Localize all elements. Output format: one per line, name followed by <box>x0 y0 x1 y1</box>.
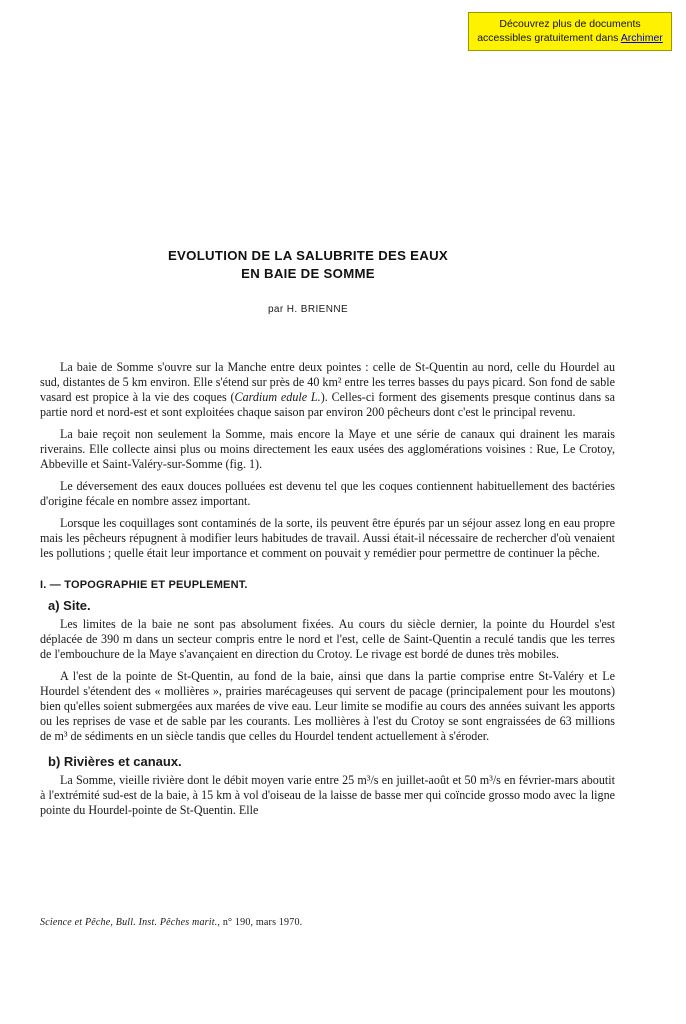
citation-journal: Science et Pêche, Bull. Inst. Pêches marit., <box>40 917 221 928</box>
site-paragraph-1: Les limites de la baie ne sont pas absolument fixées. Au cours du siècle dernier, la pointe du Hourdel s'est déplacée de 390 m dans un secteur compris entre le nord et l'est, celle de Saint-Quentin a reculé tandis que les terres de l'embouchure de la Maye s'avançaient en direction du Crotoy. Le rivage est bordé de dunes très mobiles. <box>40 617 615 661</box>
intro-paragraph-3: Le déversement des eaux douces polluées est devenu tel que les coques contiennent habituellement des bactéries d'origine fécale en nombre assez important. <box>40 479 615 508</box>
subsection-heading-rivieres: b) Rivières et canaux. <box>48 754 182 769</box>
archimer-link[interactable]: Archimer <box>620 32 663 44</box>
intro-paragraph-1 <box>40 360 615 420</box>
title-line-2: EN BAIE DE SOMME <box>241 266 375 281</box>
title-line-1: EVOLUTION DE LA SALUBRITE DES EAUX <box>167 248 449 263</box>
intro-paragraph-4: Lorsque les coquillages sont contaminés de la sorte, ils peuvent être épurés par un séjour assez long en eau propre mais les pêcheurs répugnent à modifier leurs habitudes de travail. Aussi était-il nécessaire de rechercher d'où venaient les pollutions ; quelle était leur importance et comment on pouvait y remédier pour permettre de continuer la pêche. <box>40 516 615 560</box>
author-byline: par H. BRIENNE <box>267 304 349 315</box>
intro-p1-text-a: La baie de Somme s'ouvre sur la Manche entre deux pointes : celle de St-Quentin au nord, celle du Hourdel au sud, distantes de 5 km environ. Elle s'étend sur près de 40 km² entre les terres basses du pays picard. Son fond de sable vasard est propice à la vie des coques ( <box>40 360 615 404</box>
banner-line-1: Découvrez plus de documents <box>499 18 641 30</box>
article-body <box>40 360 615 825</box>
citation-footer <box>40 917 615 928</box>
species-name: Cardium edule L. <box>234 390 321 404</box>
subsection-heading-site: a) Site. <box>48 598 91 613</box>
banner-line-2-text: accessibles gratuitement dans <box>477 32 621 44</box>
archimer-banner <box>468 12 672 51</box>
rivieres-paragraph-1: La Somme, vieille rivière dont le débit moyen varie entre 25 m³/s en juillet-août et 50 m³/s en février-mars aboutit à l'extrémité sud-est de la baie, à 15 km à vol d'oiseau de la laisse de basse mer qui coïncide grosso modo avec la ligne pointe du Hourdel-pointe de St-Quentin. Elle <box>40 773 615 817</box>
banner-line-2 <box>469 31 671 45</box>
citation-issue: n° 190, mars 1970. <box>220 917 303 928</box>
intro-p1-text-b: ). Celles-ci forment des gisements presque continus dans sa partie nord et nord-est et sont exploitées chaque saison par environ 200 pêcheurs dont c'est le principal revenu. <box>40 390 615 419</box>
site-paragraph-2: A l'est de la pointe de St-Quentin, au fond de la baie, ainsi que dans la partie comprise entre St-Valéry et Le Hourdel s'étendent des « mollières », prairies marécageuses qui servent de pacage (principalement pour les moutons) bien qu'elles soient submergées aux marées de vive eau. Leur limite se modifie au cours des années suivant les apports ou les reprises de vase et de sable par les courants. Les mollières à l'est du Crotoy se sont engraissées de 63 millions de m³ de sédiments en un siècle tandis que celles du Hourdel tendent actuellement à s'éroder. <box>40 669 615 743</box>
intro-paragraph-2: La baie reçoit non seulement la Somme, mais encore la Maye et une série de canaux qui drainent les marais riverains. Elle collecte ainsi plus ou moins directement les eaux usées des agglomérations voisines : Rue, Le Crotoy, Abbeville et Saint-Valéry-sur-Somme (fig. 1). <box>40 427 615 471</box>
section-heading-topographie: I. — TOPOGRAPHIE ET PEUPLEMENT. <box>40 579 248 591</box>
article-title <box>0 247 616 283</box>
